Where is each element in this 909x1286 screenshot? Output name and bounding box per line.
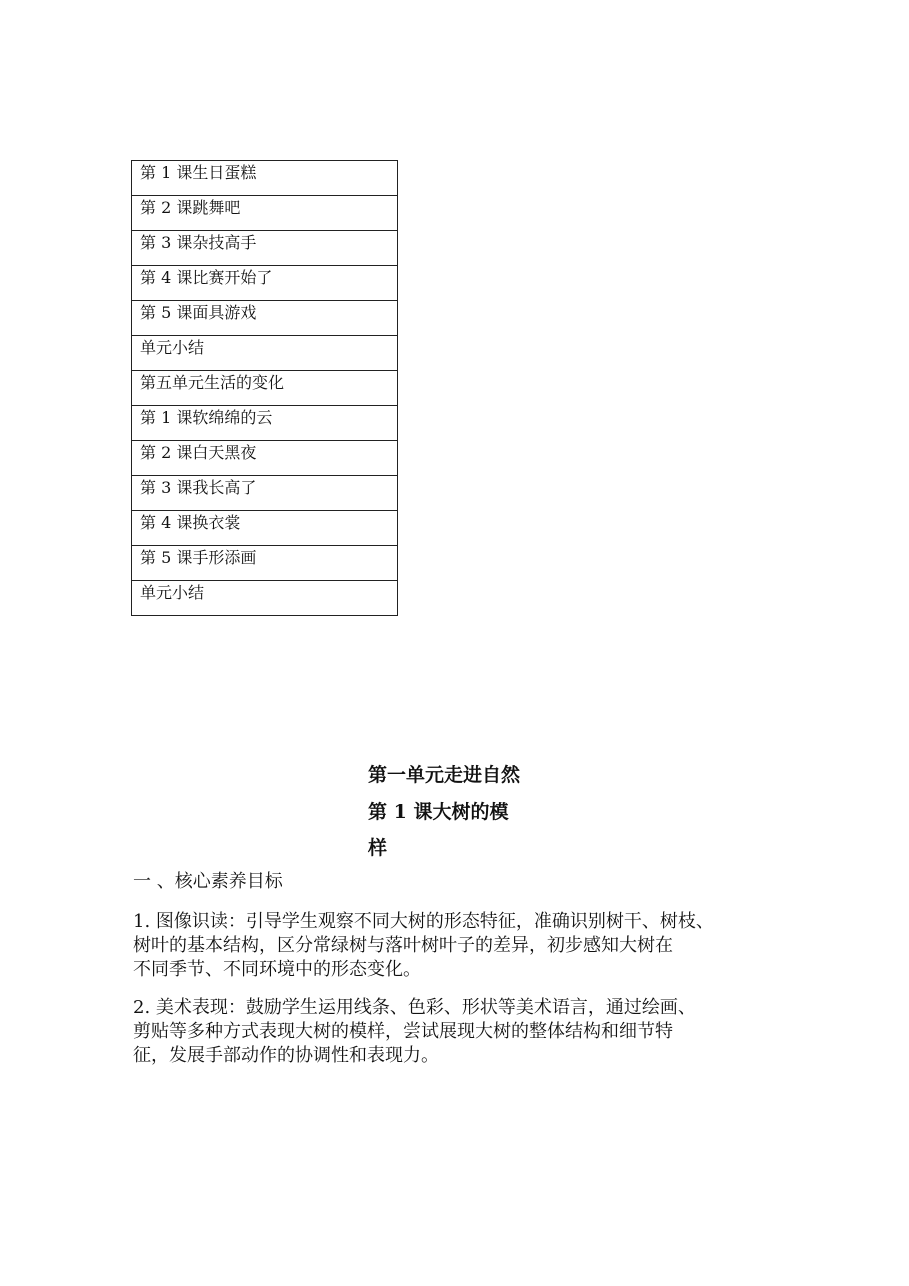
table-row [132, 301, 398, 336]
table-row [132, 371, 398, 406]
table-row [132, 476, 398, 511]
table-row [132, 161, 398, 196]
table-row [132, 266, 398, 301]
paragraph-line: 剪贴等多种方式表现大树的模样，尝试展现大树的整体结构和细节特 [133, 1021, 673, 1042]
table-row [132, 546, 398, 581]
paragraph-line: 2. 美术表现：鼓励学生运用线条、色彩、形状等美术语言，通过绘画、 [133, 997, 696, 1018]
table-cell: 第 1 课生日蛋糕 [132, 161, 398, 196]
table-cell: 第 4 课比赛开始了 [132, 266, 398, 301]
table-cell: 第 5 课面具游戏 [132, 301, 398, 336]
table-cell: 第五单元生活的变化 [132, 371, 398, 406]
table-cell: 第 5 课手形添画 [132, 546, 398, 581]
table-row [132, 511, 398, 546]
table-cell: 第 3 课杂技高手 [132, 231, 398, 266]
paragraph-line: 不同季节、不同环境中的形态变化。 [133, 959, 421, 980]
table-row [132, 336, 398, 371]
table-cell: 第 1 课软绵绵的云 [132, 406, 398, 441]
lesson-list-table [131, 160, 398, 616]
table-cell: 第 3 课我长高了 [132, 476, 398, 511]
paragraph-line: 树叶的基本结构，区分常绿树与落叶树叶子的差异，初步感知大树在 [133, 935, 673, 956]
paragraph-image-reading [133, 910, 793, 982]
table-cell: 第 2 课跳舞吧 [132, 196, 398, 231]
section-title: 一 、核心素养目标 [133, 871, 283, 892]
table-cell: 第 4 课换衣裳 [132, 511, 398, 546]
unit-title: 第一单元走进自然 [368, 764, 521, 786]
table-row [132, 406, 398, 441]
table-cell: 第 2 课白天黑夜 [132, 441, 398, 476]
paragraph-art-expression [133, 996, 793, 1068]
paragraph-line: 征，发展手部动作的协调性和表现力。 [133, 1045, 439, 1066]
table-cell: 单元小结 [132, 581, 398, 616]
table-row [132, 441, 398, 476]
lesson-title-line-2: 样 [368, 837, 388, 859]
paragraph-line: 1. 图像识读：引导学生观察不同大树的形态特征，准确识别树干、树枝、 [133, 911, 714, 932]
table-row [132, 581, 398, 616]
table-row [132, 231, 398, 266]
table-row [132, 196, 398, 231]
lesson-title-line-1: 第 1 课大树的模 [368, 801, 509, 823]
table-cell: 单元小结 [132, 336, 398, 371]
